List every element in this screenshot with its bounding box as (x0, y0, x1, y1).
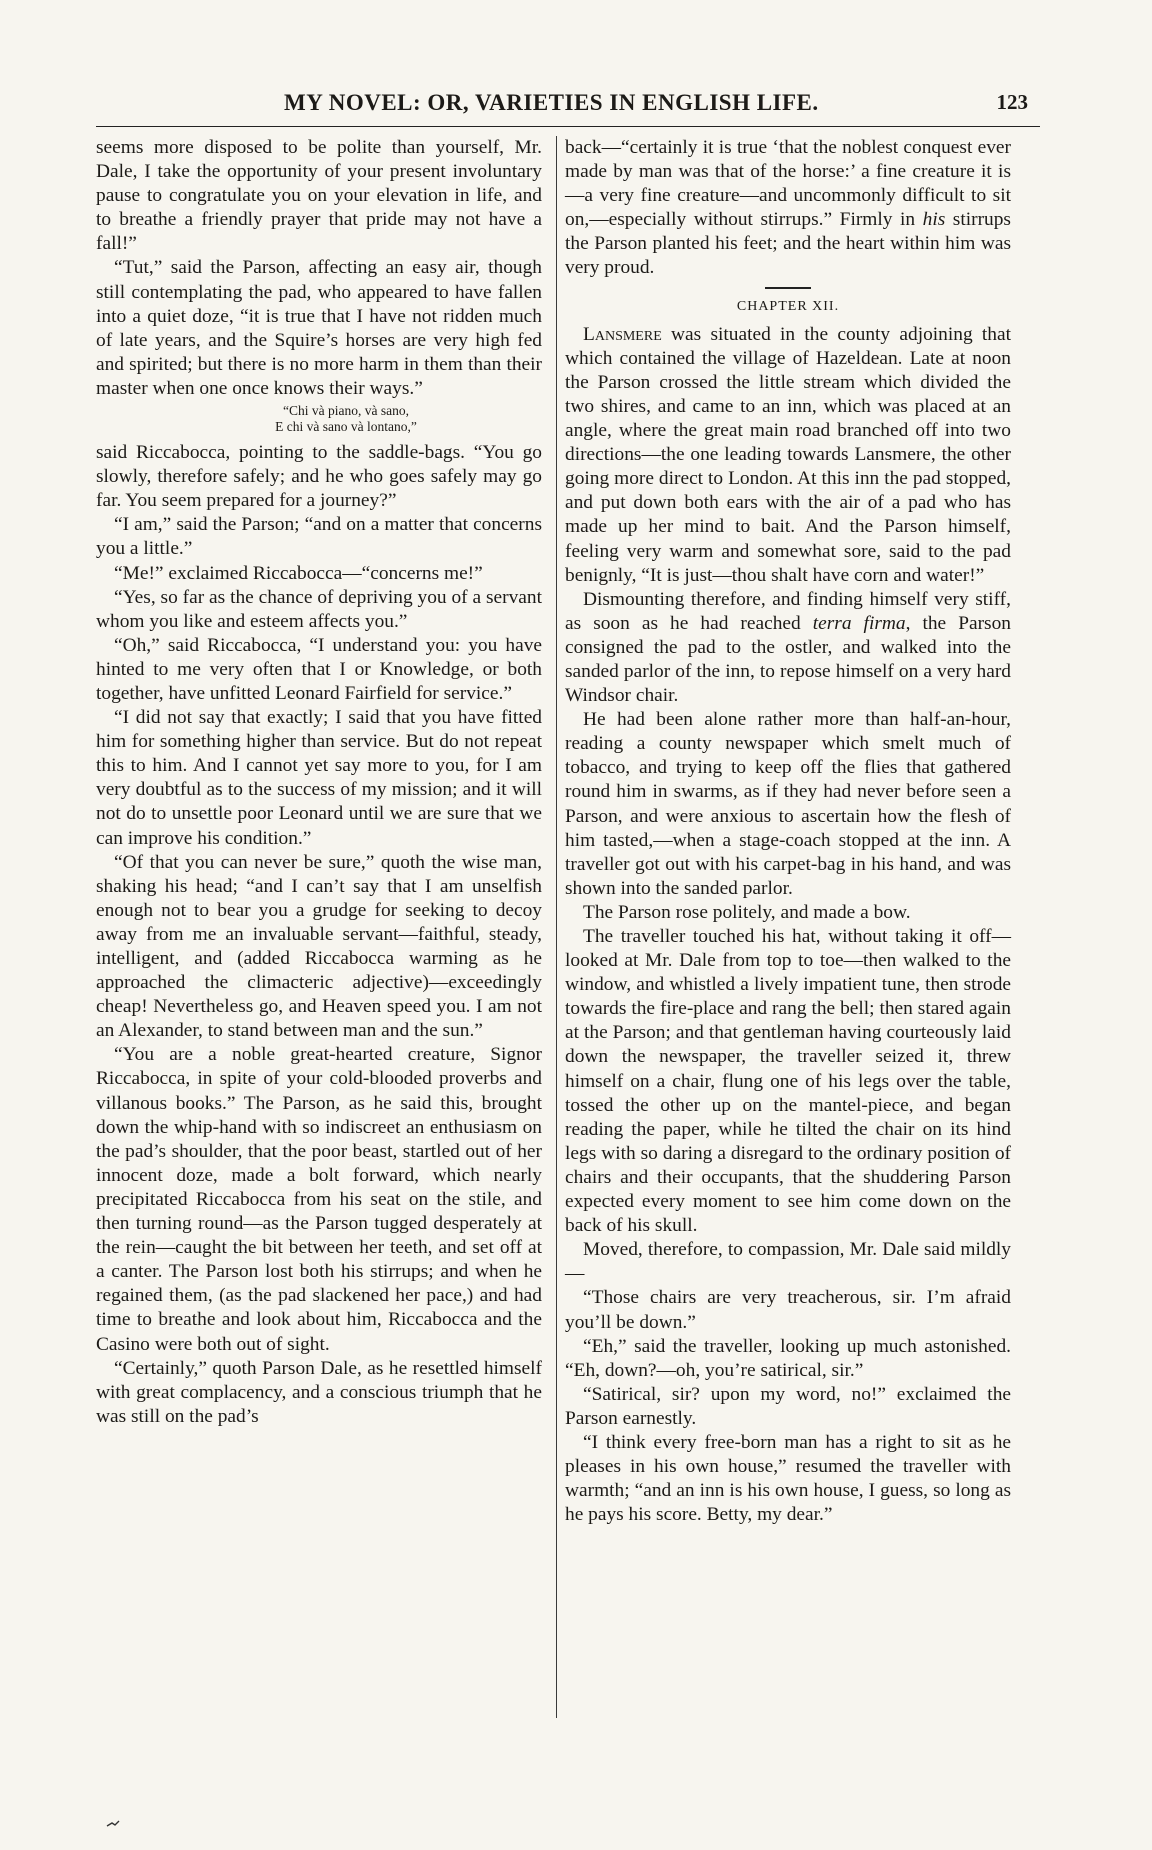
paragraph: He had been alone rather more than half-an-hour, reading a county newspaper which smelt much of tobacco, and trying to keep off the flies that gathered round him in swarms, as if they had never before seen a Parson, and were anxious to ascertain how the flesh of him tasted,—when a stage-coach stopped at the inn. A traveller got out with his carpet-bag in his hand, and was shown into the sanded parlor. (565, 709, 1011, 899)
column-divider (556, 136, 557, 1718)
paragraph: “I think every free-born man has a right to sit as he pleases in his own house,” resumed the traveller with warmth; “and an inn is his own house, I guess, so long as he pays his score. Betty, my dear.” (565, 1431, 1011, 1526)
paragraph: “Yes, so far as the chance of depriving you of a servant whom you like and esteem affects you.” (96, 586, 542, 632)
paragraph: “I am,” said the Parson; “and on a matter that concerns you a little.” (96, 514, 542, 560)
paragraph: “Those chairs are very treacherous, sir. I’m afraid you’ll be down.” (565, 1287, 1011, 1333)
paragraph: “Tut,” said the Parson, affecting an easy air, though still contemplating the pad, who appeared to have fallen into a quiet doze, “it is true that I have not ridden much of late years, and the Squire’s horses are very high fed and spirited; but there is no more harm in them than their master when one once knows their ways.” (96, 257, 542, 399)
verse-line: E chi và sano và lontano,” (275, 419, 417, 435)
chapter-rule (765, 287, 811, 289)
left-column (96, 136, 542, 1429)
paragraph: “Oh,” said Riccabocca, “I understand you: you have hinted to me very often that I or Knowledge, or both together, have unfitted Leonard Fairfield for service.” (96, 634, 542, 704)
paragraph: The Parson rose politely, and made a bow. (583, 901, 911, 923)
paragraph: “Certainly,” quoth Parson Dale, as he resettled himself with great complacency, and a conscious triumph that he was still on the pad’s (96, 1357, 542, 1427)
verse-quote (150, 403, 542, 435)
paragraph: The traveller touched his hat, without taking it off—looked at Mr. Dale from top to toe—then walked to the window, and whistled a lively impatient tune, then strode towards the fire-place and rang the bell; then stared again at the Parson; and that gentleman having courteously laid down the newspaper, the traveller seized it, threw himself on a chair, flung one of his legs over the table, tossed the other up on the mantel-piece, and began reading the paper, while he tilted the chair on its hind legs with so daring a disregard to the ordinary position of chairs and their occupants, that the shuddering Parson expected every moment to see him come down on the back of his skull. (565, 926, 1011, 1237)
right-column (565, 136, 1011, 1527)
paragraph: Dismounting therefore, and finding himself very stiff, as soon as he had reached terra firma, the Parson consigned the pad to the ostler, and walked into the sanded parlor of the inn, to repose himself on a very hard Windsor chair. (565, 588, 1011, 707)
paragraph: said Riccabocca, pointing to the saddle-bags. “You go slowly, therefore safely; and he who goes safely may go far. You seem prepared for a journey?” (96, 442, 542, 512)
page-number: 123 (996, 90, 1028, 114)
paragraph: Moved, therefore, to compassion, Mr. Dale said mildly— (565, 1239, 1011, 1285)
paragraph: Lansmere was situated in the county adjoining that which contained the village of Hazeldean. Late at noon the Parson crossed the little stream which divided the two shires, and came to an inn, which was placed at an angle, where the great main road branched off into two directions—the one leading towards Lansmere, the other going more direct to London. At this inn the pad stopped, and put down both ears with the air of a pad who has made up her mind to bait. And the Parson himself, feeling very warm and somewhat sore, said to the pad benignly, “It is just—thou shalt have corn and water!” (565, 323, 1011, 586)
running-header (96, 86, 1040, 127)
paragraph: “You are a noble great-hearted creature, Signor Riccabocca, in spite of your cold-blooded proverbs and villanous books.” The Parson, as he said this, brought down the whip-hand with so indiscreet an enthusiasm on the pad’s shoulder, that the poor beast, startled out of her innocent doze, made a bolt forward, which nearly precipitated Riccabocca from his seat on the stile, and then turning round—as the Parson tugged desperately at the rein—caught the bit between her teeth, and set off at a canter. The Parson lost both his stirrups; and when he regained them, (as the pad slackened her pace,) and had time to breathe and look about him, Riccabocca and the Casino were both out of sight. (96, 1044, 542, 1355)
paragraph: seems more disposed to be polite than yourself, Mr. Dale, I take the opportunity of your present involuntary pause to congratulate you on your elevation in life, and to breathe a friendly prayer that pride may not have a fall!” (96, 137, 542, 255)
paragraph: “Eh,” said the traveller, looking up much astonished. “Eh, down?—oh, you’re satirical, sir.” (565, 1335, 1011, 1381)
chapter-heading: CHAPTER XII. (736, 298, 840, 314)
running-title: MY NOVEL: OR, VARIETIES IN ENGLISH LIFE. (284, 90, 819, 115)
paragraph: “Of that you can never be sure,” quoth the wise man, shaking his head; “and I can’t say that I am unselfish enough not to bear you a grudge for seeking to decoy away from me an invaluable servant—faithful, steady, intelligent, and (added Riccabocca warming as he approached the climacteric adjective)—exceedingly cheap! Nevertheless go, and Heaven speed you. I am not an Alexander, to stand between man and the sun.” (96, 851, 542, 1042)
paragraph: “Satirical, sir? upon my word, no!” exclaimed the Parson earnestly. (565, 1383, 1011, 1429)
paragraph: back—“certainly it is true ‘that the noblest conquest ever made by man was that of the horse:’ a fine creature it is—a very fine creature—and uncommonly difficult to sit on,—especially without stirrups.” Firmly in his stirrups the Parson planted his feet; and the heart within him was very proud. (565, 137, 1011, 279)
ink-smudge (106, 1820, 120, 1828)
paragraph: “I did not say that exactly; I said that you have fitted him for something higher than service. But do not repeat this to him. And I cannot yet say more to you, for I am very doubtful as to the success of my mission; and it will not do to unsettle poor Leonard until we are sure that we can improve his condition.” (96, 707, 542, 849)
verse-line: “Chi và piano, và sano, (283, 403, 409, 419)
paragraph: “Me!” exclaimed Riccabocca—“concerns me!” (114, 562, 483, 584)
